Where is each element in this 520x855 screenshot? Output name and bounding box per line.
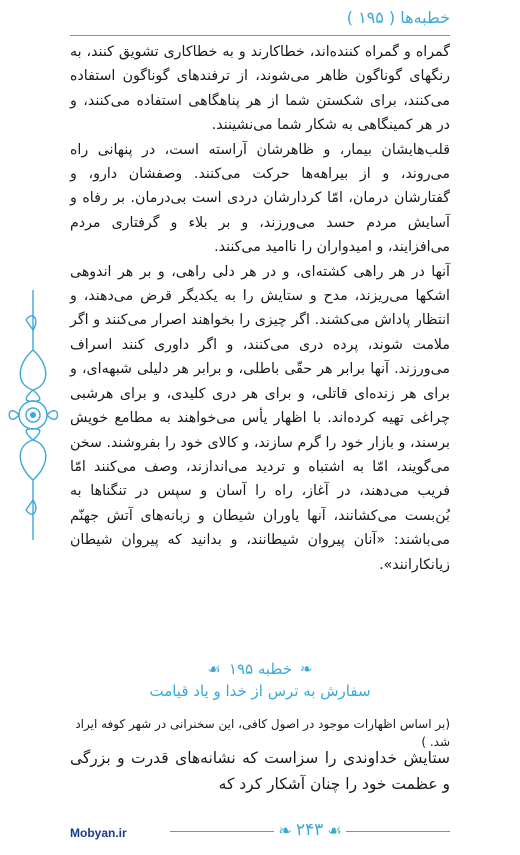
page-header — [70, 8, 450, 34]
paragraph-3: آنها در هر راهی کشته‌ای، و در هر دلی راهی، و بر هر اندوهی اشکها می‌ریزند، مدح و ستایش را به یکدیگر قرض می‌دهند، و انتظار پاداش می‌کشند. اگر چیزی را بخواهند اصرار می‌کنند و اگر ملامت شوند، پرده دری می‌کنند، و اگر داوری کنند اسراف می‌ورزند. آنها برابر هر حقّی باطلی، و برابر هر دلیلی شبهه‌ای، و برای هر زنده‌ای قاتلی، و برای هر دری کلیدی، و برای هرشبی چراغی تهیه کرده‌اند. با اظهار یأس می‌خواهند به مطامع خویش برسند، و بازار خود را گرم سازند، و کالای خود را بفروشند. سخن می‌گویند، امّا به اشتباه و تردید می‌اندازند، وصف می‌کنند امّا فریب می‌دهند، در آغاز، راه را آسان و سپس در تنگناها به بُن‌بست می‌کشانند، آنها یاوران شیطان و زبانه‌های آتش جهنّم می‌باشند: «آنان پیروان شیطانند، و بدانید که پیروان شیطان زیانکارانند». — [70, 263, 450, 573]
sermon-subtitle: سفارش به ترس از خدا و یاد قیامت — [149, 682, 371, 700]
chapter-title: خطبه‌ها ( ۱۹۵ ) — [346, 8, 450, 27]
footer-rule-right — [346, 831, 450, 832]
page-footer — [70, 820, 450, 844]
source-note: (بر اساس اظهارات موجود در اصول کافی، این سخنرانی در شهر کوفه ایراد شد. ) — [75, 717, 450, 749]
paragraph-1: گمراه و گمراه کننده‌اند، خطاکارند و به خطاکاری تشویق کنند، به رنگهای گوناگون ظاهر می‌شوند، از ترفندهای گوناگون استفاده می‌کنند، برای شکستن شما از هر پناهگاهی استفاده می‌کنند، و در هر کمینگاهی به شکار شما می‌نشینند. — [70, 44, 450, 134]
footer-rule-left — [170, 831, 274, 832]
sermon-opening-text: ستایش خداوندی را سزاست که نشانه‌های قدرت و بزرگی و عظمت خود را چنان آشکار کرد که — [70, 749, 450, 793]
margin-ornament — [6, 290, 61, 540]
footer-flourish-icon-2: ☙ — [327, 820, 342, 840]
flourish-left-icon: ☙ — [207, 660, 221, 678]
header-rule — [70, 35, 450, 36]
sermon-heading — [70, 660, 450, 700]
flourish-right-icon: ❧ — [299, 660, 313, 678]
sermon-number: خطبه ۱۹۵ — [228, 660, 292, 678]
main-text — [70, 40, 450, 577]
site-link[interactable]: Mobyan.ir — [70, 826, 127, 840]
paragraph-2: قلب‌هایشان بیمار، و ظاهرشان آراسته است، در پنهانی راه می‌روند، و از بیراهه‌ها حرکت می‌کنند. وصفشان دارو، و گفتارشان درمان، امّا کردارشان دردی است بی‌درمان. بر رفاه و آسایش مردم حسد می‌ورزند، و بر بلاء و گرفتاری مردم می‌افزایند، و امیدواران را ناامید می‌کنند. — [70, 141, 450, 256]
footer-flourish-icon: ❧ — [278, 820, 292, 840]
page-number: ۲۴۳ — [295, 820, 324, 840]
